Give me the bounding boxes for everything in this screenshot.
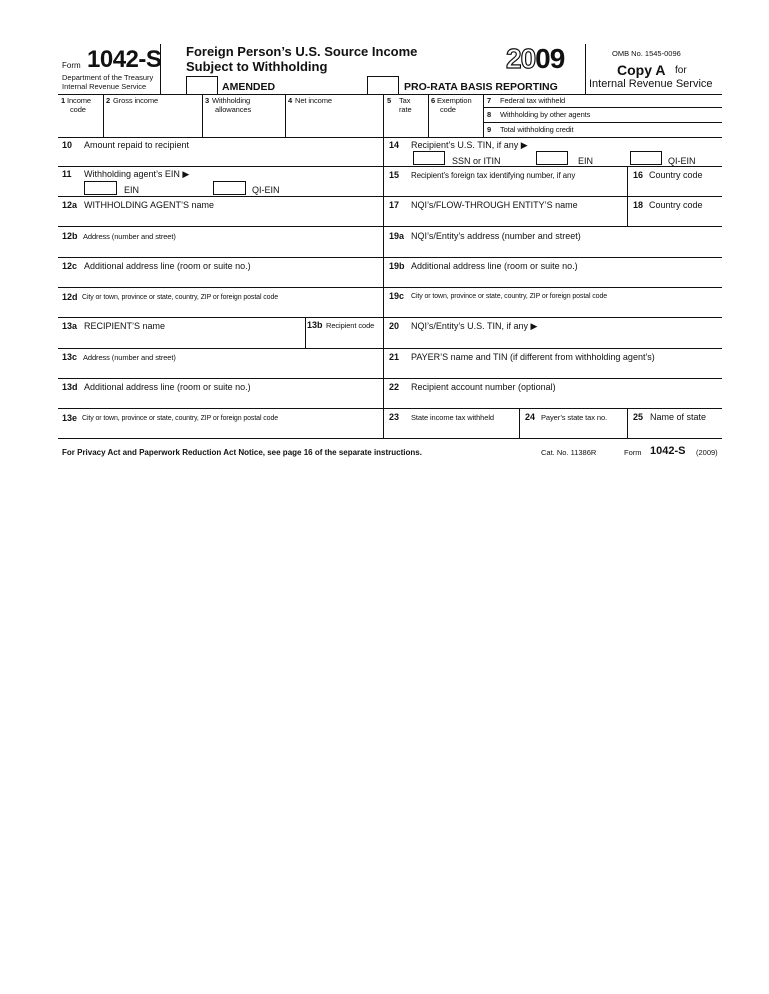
box-5-number: 5 (387, 96, 392, 105)
box-17-label: NQI’s/FLOW-THROUGH ENTITY’S name (411, 200, 578, 210)
box-13c-number: 13c (62, 352, 78, 362)
box-13d-label: Additional address line (room or suite no.) (84, 382, 251, 392)
box-16-number: 16 (633, 170, 644, 180)
box-23-label: State income tax withheld (411, 413, 494, 422)
box-20-label: NQI’s/Entity’s U.S. TIN, if any ▶ (411, 321, 538, 331)
box-18-label: Country code (649, 200, 703, 210)
box-13e-label: City or town, province or state, country, ZIP or foreign postal code (82, 415, 279, 422)
box-11-number: 11 (62, 169, 72, 179)
box-18-number: 18 (633, 200, 644, 210)
box-17-number: 17 (389, 200, 400, 210)
agency-line: Internal Revenue Service (62, 82, 147, 91)
tax-year (506, 43, 564, 75)
box-3-label-line1: Withholding (212, 96, 251, 105)
box-11-ein-label: EIN (124, 185, 140, 195)
catalog-number: Cat. No. 11386R (541, 448, 597, 457)
box-10-label: Amount repaid to recipient (84, 140, 190, 150)
box-12b-number: 12b (62, 231, 78, 241)
box-2-label: Gross income (113, 96, 159, 105)
omb-number: OMB No. 1545-0096 (612, 49, 681, 58)
box-24-label: Payer’s state tax no. (541, 413, 607, 422)
privacy-notice: For Privacy Act and Paperwork Reduction Act Notice, see page 16 of the separate instructions. (62, 448, 422, 457)
box-4-label: Net income (295, 96, 332, 105)
box-16-label: Country code (649, 170, 703, 180)
box-19a-number: 19a (389, 231, 405, 241)
department-line: Department of the Treasury (62, 73, 154, 82)
footer-year: (2009) (696, 448, 718, 457)
box-25-label: Name of state (650, 412, 707, 422)
box-1-label-line1: Income (67, 96, 91, 105)
box-14-qiein-label: QI-EIN (668, 156, 696, 166)
box-13b-label: Recipient code (326, 321, 375, 330)
box-1-number: 1 (61, 96, 66, 105)
box-21-number: 21 (389, 352, 400, 362)
box-13c-label: Address (number and street) (83, 353, 176, 362)
box-6-label-line1: Exemption (437, 96, 472, 105)
box-11-ein-checkbox[interactable] (84, 181, 117, 195)
form-title-line2: Subject to Withholding (186, 59, 328, 74)
box-14-qiein-checkbox[interactable] (630, 151, 662, 165)
pro-rata-checkbox[interactable] (367, 76, 399, 95)
tax-year-outline: 20 (506, 43, 536, 74)
box-24-number: 24 (525, 412, 536, 422)
box-5-label-line2: rate (399, 105, 412, 114)
box-14-label: Recipient’s U.S. TIN, if any ▶ (411, 140, 528, 150)
box-12d-label: City or town, province or state, country, ZIP or foreign postal code (82, 294, 279, 301)
form-word: Form (62, 61, 81, 70)
box-13b-number: 13b (307, 320, 323, 330)
box-13a-number: 13a (62, 321, 78, 331)
box-21-label: PAYER’S name and TIN (if different from withholding agent’s) (411, 352, 655, 362)
box-15-label: Recipient’s foreign tax identifying number, if any (411, 171, 576, 180)
box-13a-label: RECIPIENT’S name (84, 321, 166, 331)
box-12c-label: Additional address line (room or suite no.) (84, 261, 251, 271)
box-23-number: 23 (389, 412, 400, 422)
footer-form-number: 1042-S (650, 445, 686, 457)
box-13e-number: 13e (62, 413, 78, 423)
box-13d-number: 13d (62, 382, 78, 392)
box-19c-number: 19c (389, 291, 405, 301)
box-12a-label: WITHHOLDING AGENT’S name (84, 200, 215, 210)
box-12c-number: 12c (62, 261, 78, 271)
box-2-number: 2 (106, 96, 111, 105)
box-22-number: 22 (389, 382, 400, 392)
box-9-number: 9 (487, 125, 492, 134)
box-3-label-line2: allowances (215, 105, 252, 114)
box-12b-label: Address (number and street) (83, 232, 176, 241)
box-3-number: 3 (205, 96, 210, 105)
pro-rata-label: PRO-RATA BASIS REPORTING (404, 81, 558, 93)
box-7-label: Federal tax withheld (500, 96, 566, 105)
box-8-number: 8 (487, 110, 492, 119)
box-14-ein-label: EIN (578, 156, 594, 166)
box-14-ssn-label: SSN or ITIN (452, 156, 501, 166)
copy-recipient-irs: Internal Revenue Service (589, 78, 713, 90)
box-8-label: Withholding by other agents (500, 110, 591, 119)
copy-a-label: Copy A (617, 62, 666, 78)
box-9-label: Total withholding credit (500, 125, 574, 134)
box-14-ein-checkbox[interactable] (536, 151, 568, 165)
box-1-label-line2: code (70, 105, 86, 114)
footer-form-word: Form (624, 448, 642, 457)
box-12d-number: 12d (62, 292, 78, 302)
box-15-number: 15 (389, 170, 400, 180)
form-title-line1: Foreign Person’s U.S. Source Income (186, 44, 418, 59)
box-4-number: 4 (288, 96, 293, 105)
box-10-number: 10 (62, 140, 73, 150)
box-5-label-line1: Tax (399, 96, 411, 105)
box-12a-number: 12a (62, 200, 78, 210)
box-11-qiein-checkbox[interactable] (213, 181, 246, 195)
form-number: 1042-S (87, 46, 162, 73)
box-11-qiein-label: QI-EIN (252, 185, 280, 195)
box-19b-label: Additional address line (room or suite no.) (411, 261, 578, 271)
box-20-number: 20 (389, 321, 400, 331)
copy-for: for (675, 65, 687, 76)
box-22-label: Recipient account number (optional) (411, 382, 556, 392)
box-7-number: 7 (487, 96, 492, 105)
amended-checkbox[interactable] (186, 76, 218, 95)
box-11-label: Withholding agent’s EIN ▶ (84, 169, 190, 179)
box-14-number: 14 (389, 140, 400, 150)
box-14-ssn-checkbox[interactable] (413, 151, 445, 165)
box-19c-label: City or town, province or state, country, ZIP or foreign postal code (411, 293, 608, 300)
box-19b-number: 19b (389, 261, 405, 271)
box-25-number: 25 (633, 412, 644, 422)
box-19a-label: NQI’s/Entity’s address (number and street) (411, 231, 581, 241)
box-6-label-line2: code (440, 105, 456, 114)
box-6-number: 6 (431, 96, 436, 105)
tax-year-solid: 09 (535, 43, 565, 74)
amended-label: AMENDED (222, 81, 276, 93)
